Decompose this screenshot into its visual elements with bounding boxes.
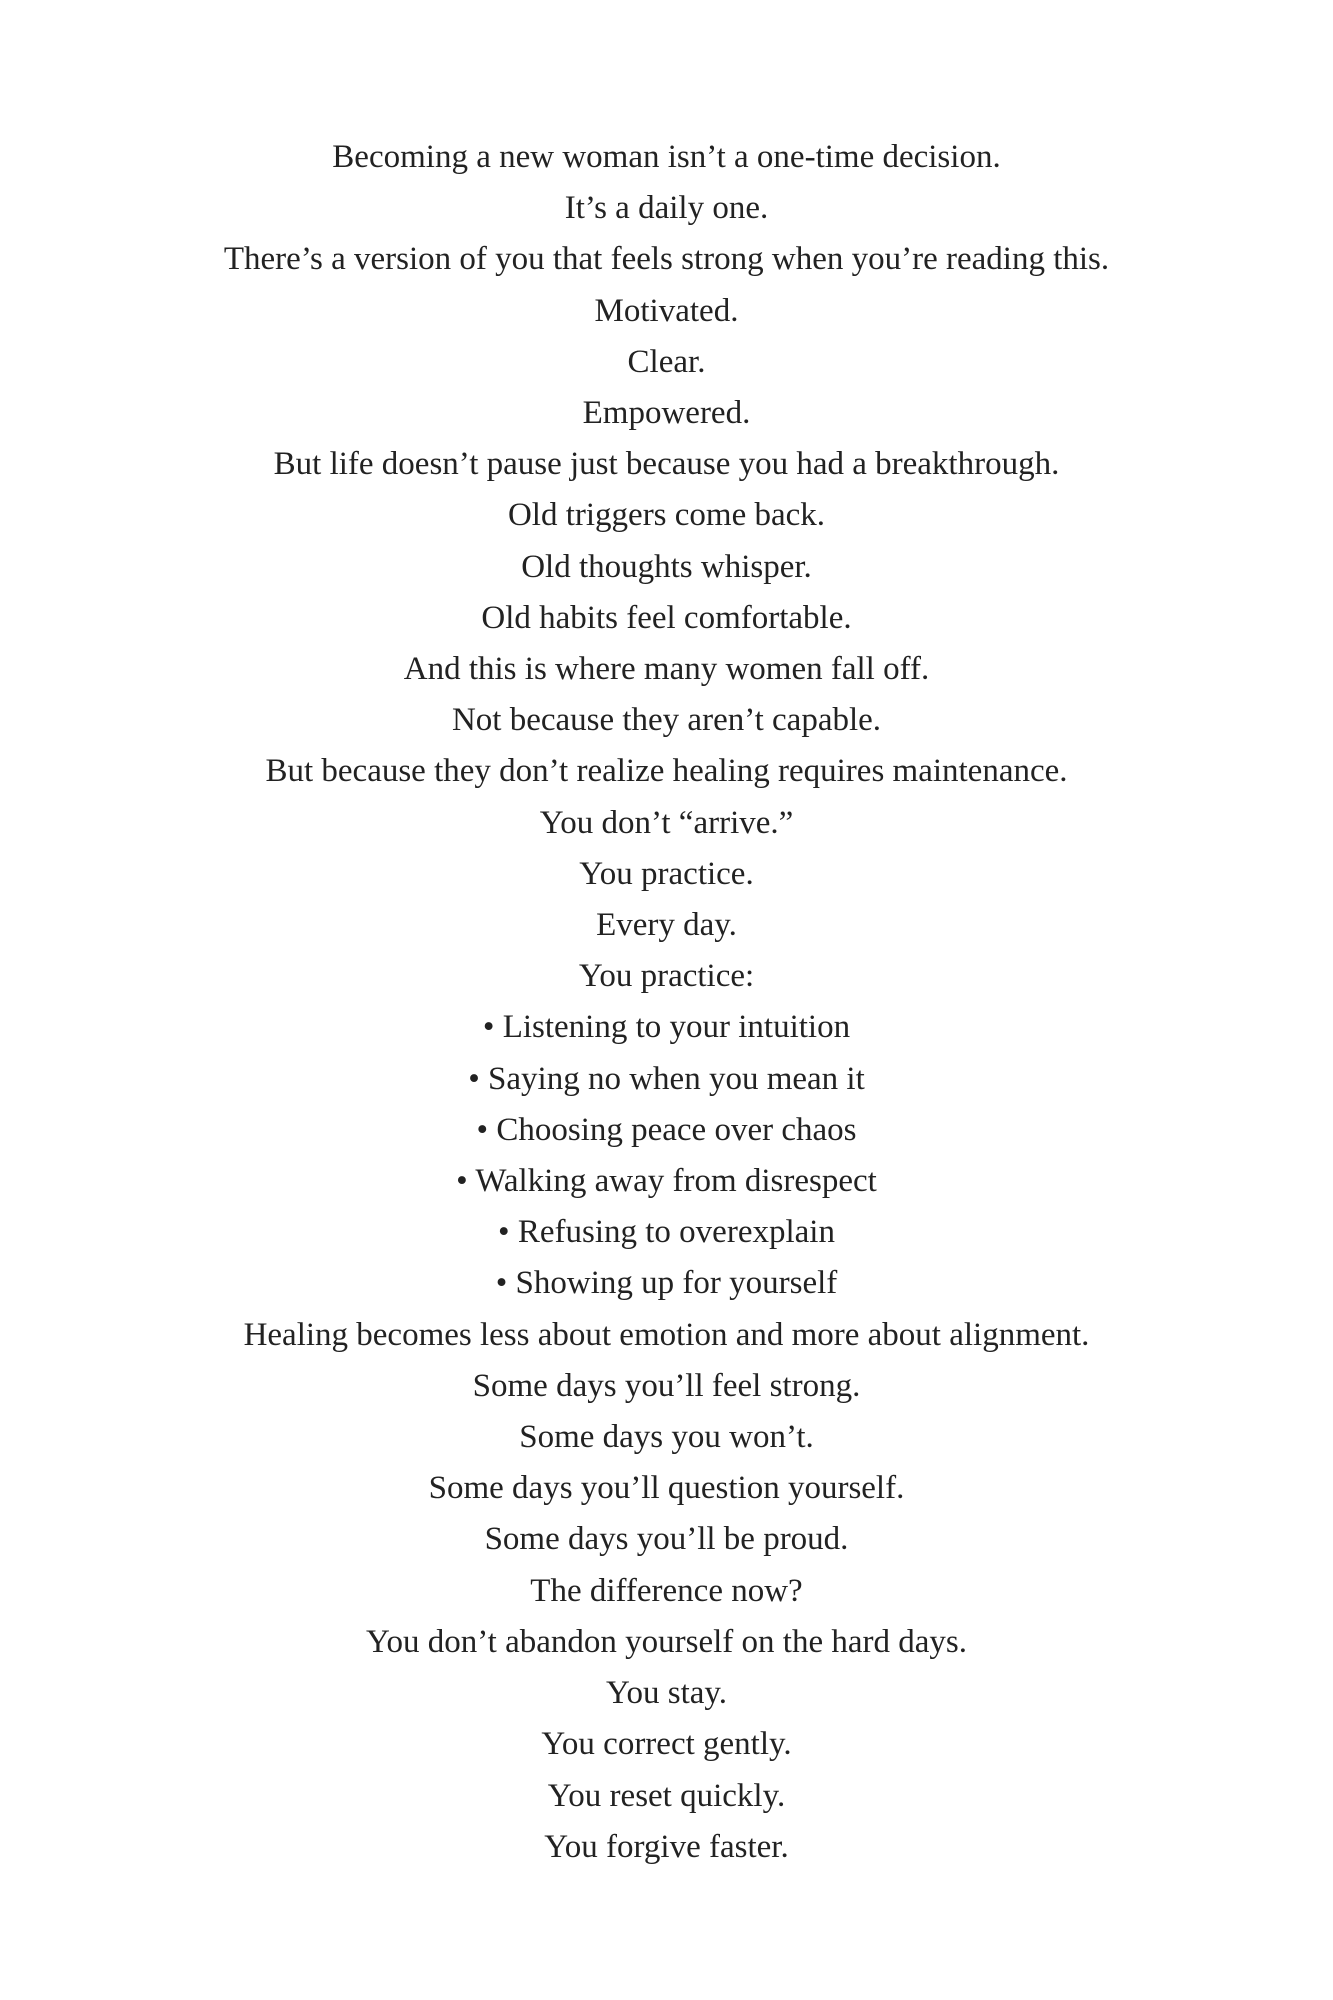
text-line: You practice. <box>579 855 754 892</box>
text-line: Every day. <box>596 907 737 944</box>
text-line: And this is where many women fall off. <box>403 651 930 688</box>
bullet-item: • Walking away from disrespect <box>456 1163 877 1200</box>
text-line: Motivated. <box>594 292 739 329</box>
text-line: You reset quickly. <box>547 1777 786 1814</box>
text-line: You correct gently. <box>541 1726 792 1763</box>
text-line: You forgive faster. <box>544 1828 789 1865</box>
text-line: Some days you’ll feel strong. <box>472 1367 861 1404</box>
text-line: You stay. <box>605 1675 728 1712</box>
bullet-item: • Showing up for yourself <box>495 1265 838 1302</box>
text-line: Empowered. <box>582 395 751 432</box>
text-line: Some days you’ll question yourself. <box>428 1470 905 1507</box>
text-line: Healing becomes less about emotion and more about alignment. <box>243 1316 1090 1353</box>
text-line: Becoming a new woman isn’t a one-time decision. <box>332 139 1001 175</box>
text-line: Clear. <box>627 343 706 380</box>
bullet-item: • Saying no when you mean it <box>468 1060 865 1097</box>
text-line: But because they don’t realize healing requires maintenance. <box>265 753 1068 790</box>
text-line: You don’t “arrive.” <box>539 804 794 841</box>
text-line: You don’t abandon yourself on the hard days. <box>366 1623 967 1660</box>
text-line: Not because they aren’t capable. <box>451 702 882 739</box>
bullet-item: • Choosing peace over chaos <box>476 1111 857 1148</box>
text-line: You practice: <box>578 958 755 995</box>
text-line: There’s a version of you that feels strong when you’re reading this. <box>223 241 1110 278</box>
text-line: Some days you’ll be proud. <box>484 1521 849 1558</box>
bullet-item: • Refusing to overexplain <box>498 1214 835 1251</box>
text-page <box>0 132 1333 1873</box>
text-line: Old thoughts whisper. <box>521 548 812 585</box>
text-line: But life doesn’t pause just because you had a breakthrough. <box>273 446 1060 483</box>
text-line: Old triggers come back. <box>507 497 826 534</box>
text-line: Old habits feel comfortable. <box>481 599 852 636</box>
text-line: The difference now? <box>530 1572 803 1609</box>
bullet-item: • Listening to your intuition <box>482 1009 851 1046</box>
text-line: Some days you won’t. <box>519 1419 814 1456</box>
text-line: It’s a daily one. <box>564 190 769 227</box>
